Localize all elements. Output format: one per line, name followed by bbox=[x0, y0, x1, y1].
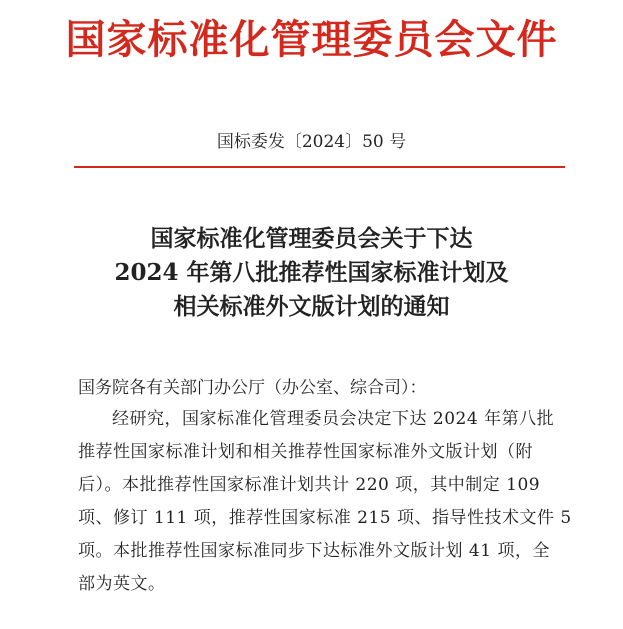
body-line-4: 项、修订 111 项，推荐性国家标准 215 项、指导性技术文件 5 bbox=[78, 508, 572, 528]
body-line-1: 经研究，国家标准化管理委员会决定下达 2024 年第八批 bbox=[112, 409, 555, 429]
title-line-3: 相关标准外文版计划的通知 bbox=[173, 293, 450, 320]
body-line-3: 后）。本批推荐性国家标准计划共计 220 项，其中制定 109 bbox=[78, 475, 541, 495]
red-divider-line bbox=[74, 166, 565, 168]
issuer-header-title: 国家标准化管理委员会文件 bbox=[65, 16, 558, 63]
body-line-5: 项。本批推荐性国家标准同步下达标准外文版计划 41 项，全 bbox=[78, 541, 550, 561]
body-line-2: 推荐性国家标准计划和相关推荐性国家标准外文版计划（附 bbox=[78, 442, 533, 462]
document-number: 国标委发〔2024〕50 号 bbox=[216, 132, 407, 152]
title-line-1: 国家标准化管理委员会关于下达 bbox=[150, 225, 473, 252]
notice-title bbox=[0, 222, 623, 324]
body-paragraph bbox=[78, 403, 598, 601]
addressee-line: 国务院各有关部门办公厅（办公室、综合司）： bbox=[78, 378, 427, 398]
title-line-2: 2024 年第八批推荐性国家标准计划及 bbox=[114, 259, 509, 286]
body-line-6: 部为英文。 bbox=[78, 574, 166, 594]
